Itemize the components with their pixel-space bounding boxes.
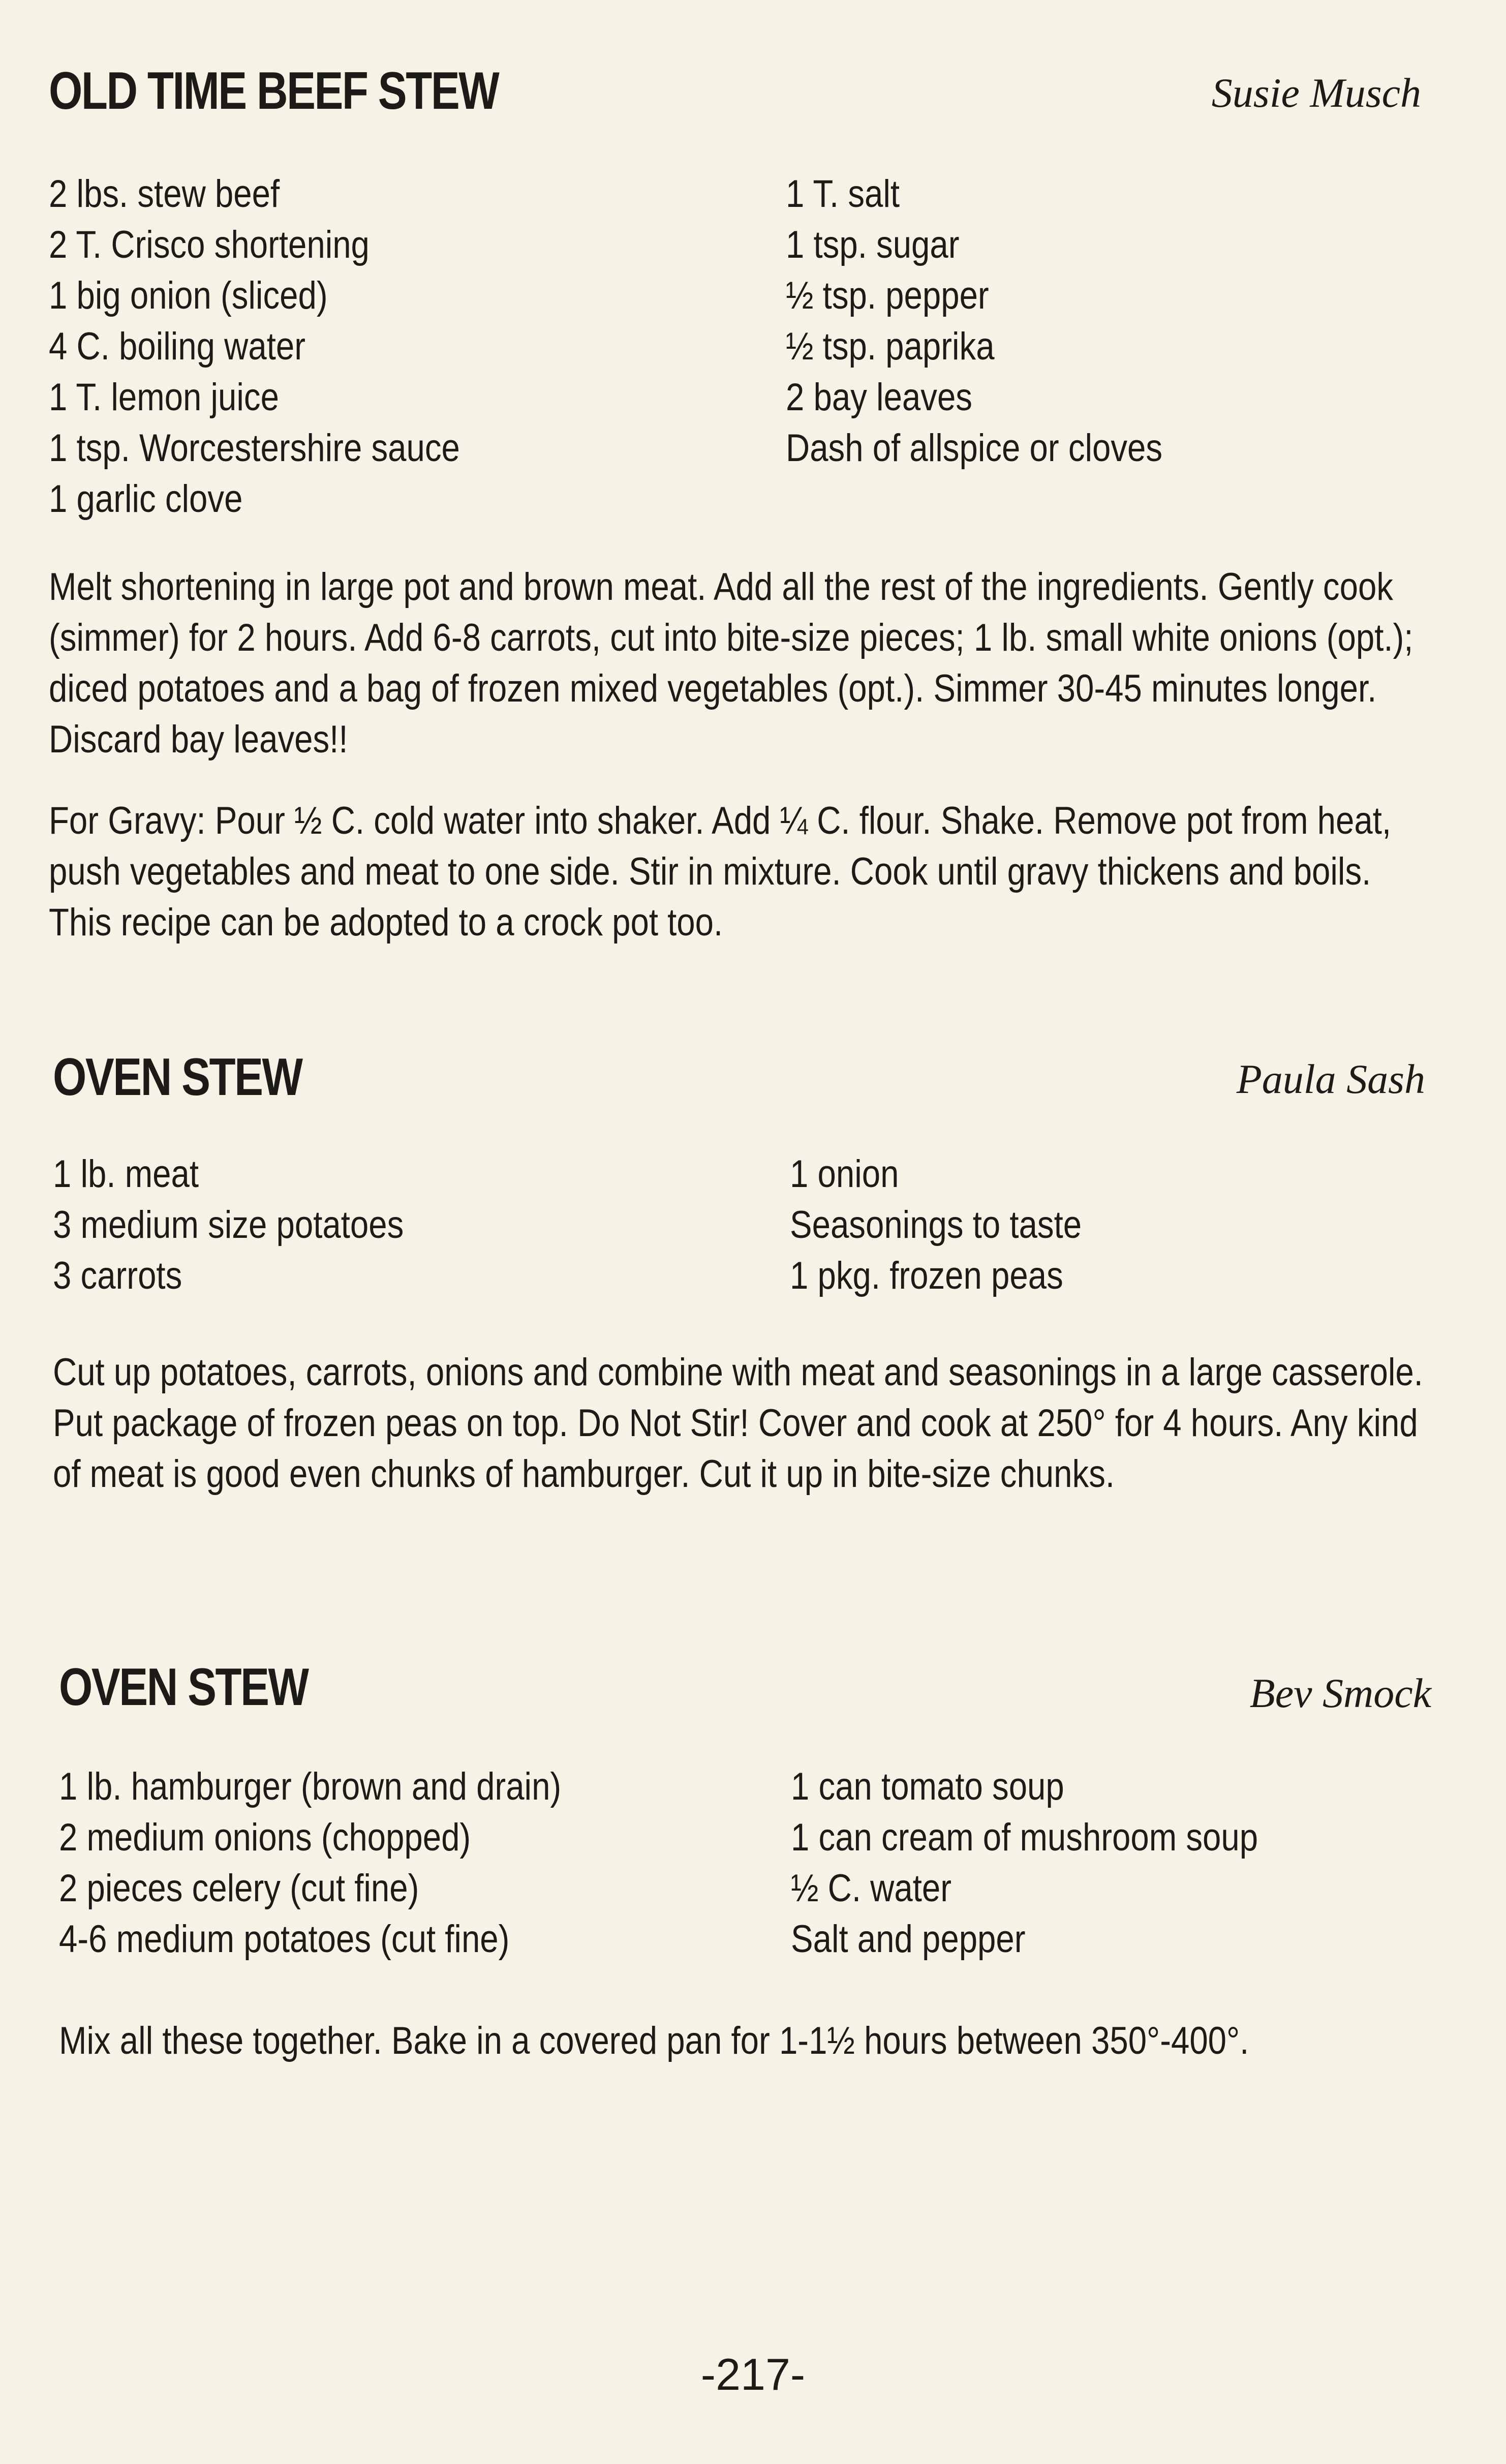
ingredient: 2 pieces celery (cut fine) — [59, 1867, 419, 1910]
directions-paragraph: Cut up potatoes, carrots, onions and combine with meat and seasonings in a large casserole. Put package of frozen peas on top. Do Not Stir! Cover and cook at 250° for 4 hours. Any kind of meat is good even chunks of hamburger. Cut it up in bite-size chunks. — [53, 1351, 1423, 1496]
ingredient: 1 pkg. frozen peas — [790, 1254, 1063, 1297]
ingredient: ½ C. water — [791, 1867, 952, 1910]
ingredients-left-column — [53, 1149, 404, 1301]
ingredients-left-column — [49, 169, 460, 525]
ingredient: 1 T. salt — [786, 172, 900, 216]
ingredients-right-column — [791, 1761, 1258, 1965]
recipe-author: Susie Musch — [1211, 70, 1421, 116]
ingredient: ½ tsp. pepper — [786, 274, 989, 317]
ingredient: 1 lb. hamburger (brown and drain) — [59, 1765, 562, 1808]
ingredient: 1 tsp. sugar — [786, 223, 960, 266]
ingredient: 1 big onion (sliced) — [49, 274, 328, 317]
ingredient: 1 can tomato soup — [791, 1765, 1064, 1808]
ingredient: Salt and pepper — [791, 1918, 1026, 1961]
ingredients-right-column — [786, 169, 1162, 474]
ingredient: 4 C. boiling water — [49, 325, 305, 368]
recipe-author: Paula Sash — [1236, 1056, 1425, 1102]
ingredient: 2 T. Crisco shortening — [49, 223, 370, 266]
ingredient: 2 medium onions (chopped) — [59, 1816, 471, 1859]
ingredients-right-column — [790, 1149, 1082, 1301]
ingredient: 1 lb. meat — [53, 1152, 199, 1196]
ingredients-left-column — [59, 1761, 561, 1965]
ingredient: 1 onion — [790, 1152, 899, 1196]
ingredient: Seasonings to taste — [790, 1203, 1082, 1246]
ingredient: ½ tsp. paprika — [786, 325, 995, 368]
directions-paragraph: Melt shortening in large pot and brown meat. Add all the rest of the ingredients. Gently cook (simmer) for 2 hours. Add 6-8 carrots, cut into bite-size pieces; 1 lb. small white onions (opt.); diced potatoes and a bag of frozen mixed vegetables (opt.). Simmer 30-45 minutes longer. Discard bay leaves!! — [49, 565, 1413, 761]
ingredient: Dash of allspice or cloves — [786, 427, 1163, 470]
ingredient: 3 carrots — [53, 1254, 182, 1297]
directions-paragraph: Mix all these together. Bake in a covered pan for 1-1½ hours between 350°-400°. — [59, 2019, 1249, 2062]
ingredient: 1 tsp. Worcestershire sauce — [49, 427, 460, 470]
gravy-paragraph: For Gravy: Pour ½ C. cold water into shaker. Add ¼ C. flour. Shake. Remove pot from heat, push vegetables and meat to one side. Stir in mixture. Cook until gravy thickens and boils. This recipe can be adopted to a crock pot too. — [49, 799, 1392, 944]
ingredient: 4-6 medium potatoes (cut fine) — [59, 1918, 510, 1961]
ingredient: 1 garlic clove — [49, 477, 243, 521]
recipe-title: OVEN STEW — [59, 1658, 308, 1717]
page-number: -217- — [700, 2349, 806, 2399]
ingredient: 1 T. lemon juice — [49, 376, 279, 419]
ingredient: 2 lbs. stew beef — [49, 172, 280, 216]
ingredient: 1 can cream of mushroom soup — [791, 1816, 1258, 1859]
recipe-title: OVEN STEW — [53, 1048, 302, 1107]
ingredient: 2 bay leaves — [786, 376, 972, 419]
recipe-title: OLD TIME BEEF STEW — [49, 62, 499, 120]
recipe-author: Bev Smock — [1249, 1670, 1431, 1716]
ingredient: 3 medium size potatoes — [53, 1203, 404, 1246]
